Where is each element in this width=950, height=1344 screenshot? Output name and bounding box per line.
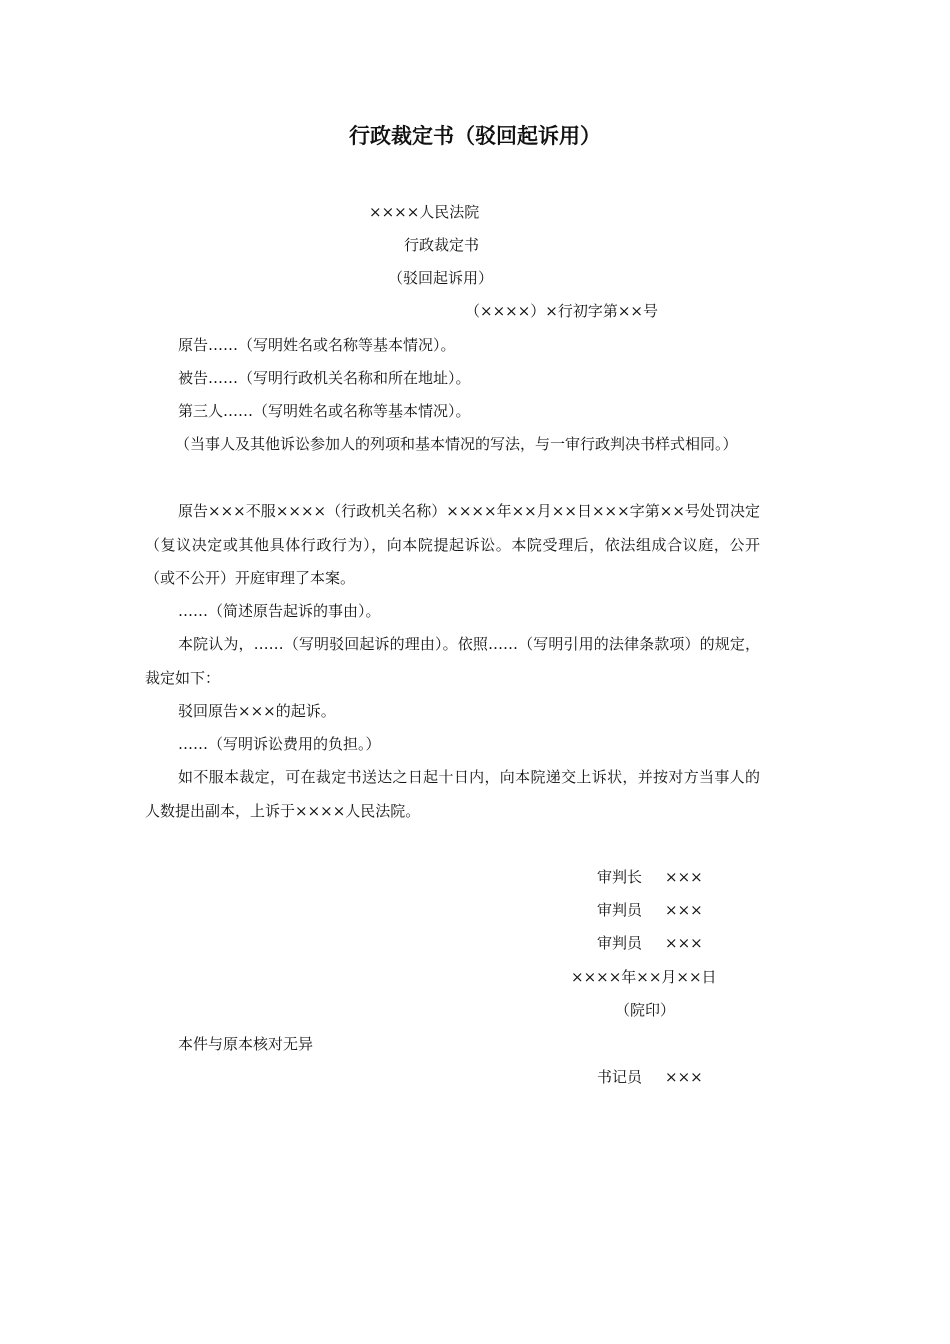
presiding-judge-label: 审判长 [597,868,643,886]
case-number: （××××）×行初字第××号 [465,302,658,320]
verification-note: 本件与原本核对无异 [178,1035,314,1053]
document-subtype: （驳回起诉用） [388,269,494,287]
document-type: 行政裁定书 [404,236,480,254]
reason-summary: ……（简述原告起诉的事由）。 [178,602,381,620]
judge-2-name: ××× [665,934,703,952]
ruling-line: 驳回原告×××的起诉。 [178,702,336,720]
ruling-date: ××××年××月××日 [571,968,717,986]
clerk-name: ××× [665,1068,703,1086]
costs-line: ……（写明诉讼费用的负担。） [178,735,381,753]
judge-2-label: 审判员 [597,934,643,952]
third-party-line: 第三人……（写明姓名或名称等基本情况）。 [178,402,471,420]
court-opinion-paragraph: 本院认为，……（写明驳回起诉的理由）。依照……（写明引用的法律条款项）的规定，裁定如下： [145,635,760,687]
judge-1-signature [597,900,703,920]
judge-2-signature [597,933,703,953]
judge-1-name: ××× [665,901,703,919]
presiding-judge-name: ××× [665,868,703,886]
defendant-line: 被告……（写明行政机关名称和所在地址）。 [178,369,471,387]
presiding-judge-signature [597,867,703,887]
court-seal: （院印） [615,1001,676,1019]
court-name: ××××人民法院 [369,203,480,221]
appeal-paragraph: 如不服本裁定，可在裁定书送达之日起十日内，向本院递交上诉状，并按对方当事人的人数提出副本，上诉于××××人民法院。 [145,768,760,820]
clerk-label: 书记员 [597,1068,643,1086]
clerk-signature [597,1067,703,1087]
case-intro-paragraph: 原告×××不服××××（行政机关名称）××××年××月××日×××字第××号处罚决定（复议决定或其他具体行政行为），向本院提起诉讼。本院受理后，依法组成合议庭，公开（或不公开）开庭审理了本案。 [145,502,760,587]
judge-1-label: 审判员 [597,901,643,919]
document-title: 行政裁定书（驳回起诉用） [349,124,601,148]
plaintiff-line: 原告……（写明姓名或名称等基本情况）。 [178,336,456,354]
parties-note: （当事人及其他诉讼参加人的列项和基本情况的写法，与一审行政判决书样式相同。） [175,435,738,453]
